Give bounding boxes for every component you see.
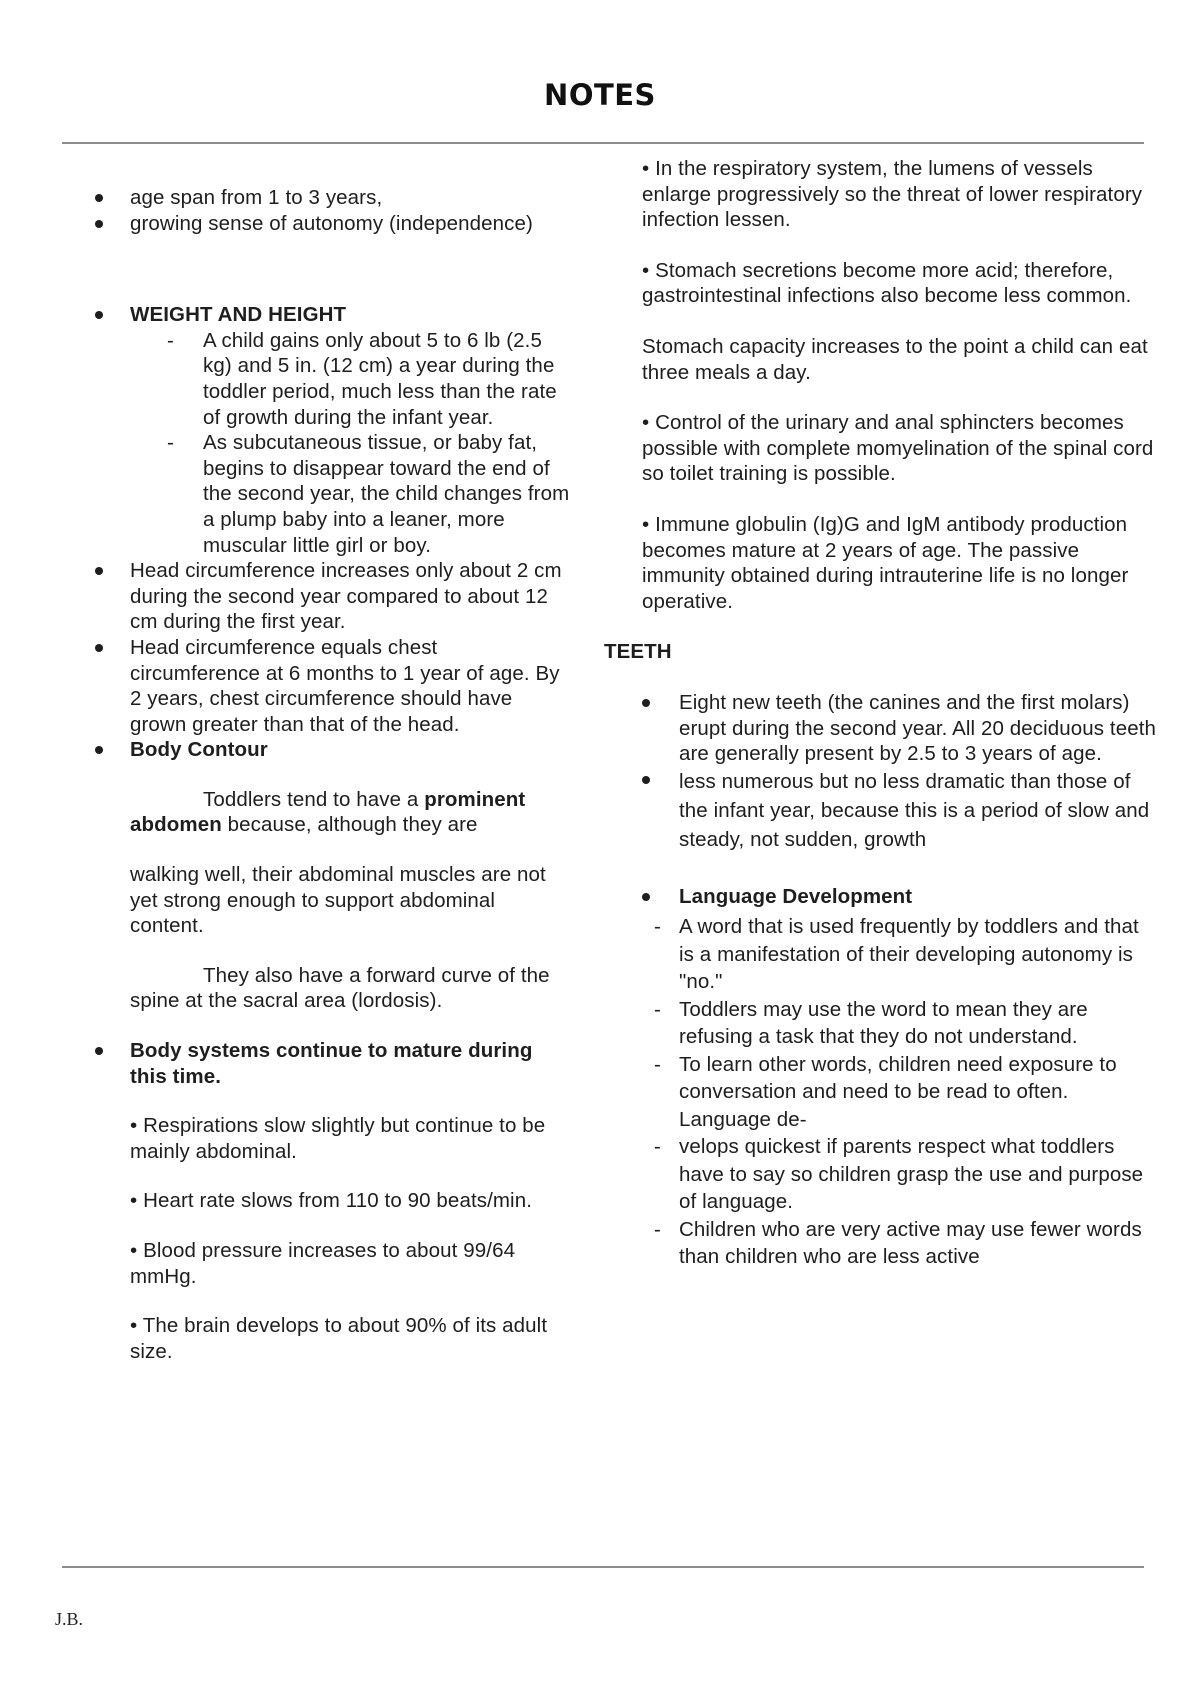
paragraph: • In the respiratory system, the lumens of vessels enlarge progressively so the threat of lower respiratory infection lessen. <box>642 157 1143 232</box>
body-system-point: • Heart rate slows from 110 to 90 beats/min. <box>130 1189 533 1213</box>
right-column <box>604 156 1158 1271</box>
left-column <box>95 185 570 1364</box>
list-item <box>604 767 1158 854</box>
sub-item-text: Children who are very active may use fewer words than children who are less active <box>679 1217 1142 1269</box>
body-system-point: • The brain develops to about 90% of its adult size. <box>130 1314 548 1363</box>
sub-item-text: Toddlers may use the word to mean they are refusing a task that they do not understand. <box>679 997 1088 1049</box>
body-contour-heading <box>95 737 570 763</box>
sub-item-text: A word that is used frequently by toddlers and that is a manifestation of their developing autonomy is "no." <box>679 915 1139 994</box>
sub-item-text: velops quickest if parents respect what toddlers have to say so children grasp the use and purpose of language. <box>679 1135 1144 1214</box>
sub-item <box>604 1133 1158 1216</box>
language-list <box>604 913 1158 1271</box>
footer-rule <box>62 1566 1144 1568</box>
section-heading: WEIGHT AND HEIGHT <box>130 303 347 327</box>
body-system-point: • Respirations slow slightly but continue to be mainly abdominal. <box>130 1114 546 1163</box>
section-heading: Language Development <box>679 884 913 908</box>
sub-item <box>604 913 1158 996</box>
language-heading <box>604 884 1158 910</box>
footer-initials: J.B. <box>55 1609 84 1629</box>
sub-item <box>604 1051 1158 1134</box>
weight-height-heading <box>95 302 570 328</box>
teeth-list <box>604 690 1158 909</box>
list-item-text: Eight new teeth (the canines and the first molars) erupt during the second year. All 20 deciduous teeth are generally present by 2.5 to 3 years of age. <box>679 690 1157 766</box>
paragraph-text: because, although they are <box>221 813 478 837</box>
list-item-text: less numerous but no less dramatic than those of the infant year, because this is a period of slow and steady, not sudden, growth <box>679 769 1150 851</box>
sub-item: - A child gains only about 5 to 6 lb (2.5 kg) and 5 in. (12 cm) a year during the toddler period, much less than the rate of growth during the infant year. <box>95 328 570 430</box>
emphasis-text: prominent abdomen <box>130 787 526 837</box>
paragraph: Stomach capacity increases to the point a child can eat three meals a day. <box>642 334 1148 384</box>
list-item: age span from 1 to 3 years, <box>95 185 570 211</box>
sub-item <box>604 1216 1158 1271</box>
paragraph-text: They also have a forward curve of the spine at the sacral area (lordosis). <box>130 963 550 1013</box>
body-system-point: • Blood pressure increases to about 99/64 mmHg. <box>130 1239 516 1288</box>
list-item: Head circumference equals chest circumference at 6 months to 1 year of age. By 2 years, chest circumference should have grown greater than that of the head. <box>95 635 570 737</box>
section-heading: TEETH <box>604 640 672 664</box>
list-item: growing sense of autonomy (independence) <box>95 211 570 237</box>
list-item: Head circumference increases only about 2 cm during the second year compared to about 12 cm during the first year. <box>95 558 570 635</box>
paragraph: • Immune globulin (Ig)G and IgM antibody production becomes mature at 2 years of age. The passive immunity obtained during intrauterine life is no longer operative. <box>642 512 1129 613</box>
paragraph: • Control of the urinary and anal sphincters becomes possible with complete momyelination of the spinal cord so toilet training is possible. <box>642 411 1154 486</box>
sub-item <box>604 996 1158 1051</box>
paragraph: • Stomach secretions become more acid; therefore, gastrointestinal infections also become less common. <box>642 258 1132 308</box>
header-rule <box>62 142 1144 144</box>
sub-item: - As subcutaneous tissue, or baby fat, begins to disappear toward the end of the second year, the child changes from a plump baby into a leaner, more muscular little girl or boy. <box>95 430 570 558</box>
body-systems-heading <box>95 1038 570 1089</box>
section-heading: Body systems continue to mature during this time. <box>130 1039 533 1088</box>
section-heading: Body Contour <box>130 738 268 762</box>
body-contour-paragraph <box>95 963 570 1014</box>
body-contour-paragraph: walking well, their abdominal muscles are not yet strong enough to support abdominal content. <box>130 863 546 938</box>
paragraph-text: Toddlers tend to have a <box>203 787 425 811</box>
list-item <box>604 690 1158 767</box>
page-title: NOTES <box>544 78 656 112</box>
body-contour-paragraph <box>95 787 570 838</box>
teeth-heading <box>604 639 1158 665</box>
sub-item-text: To learn other words, children need exposure to conversation and need to be read to often. Language de- <box>679 1052 1117 1131</box>
